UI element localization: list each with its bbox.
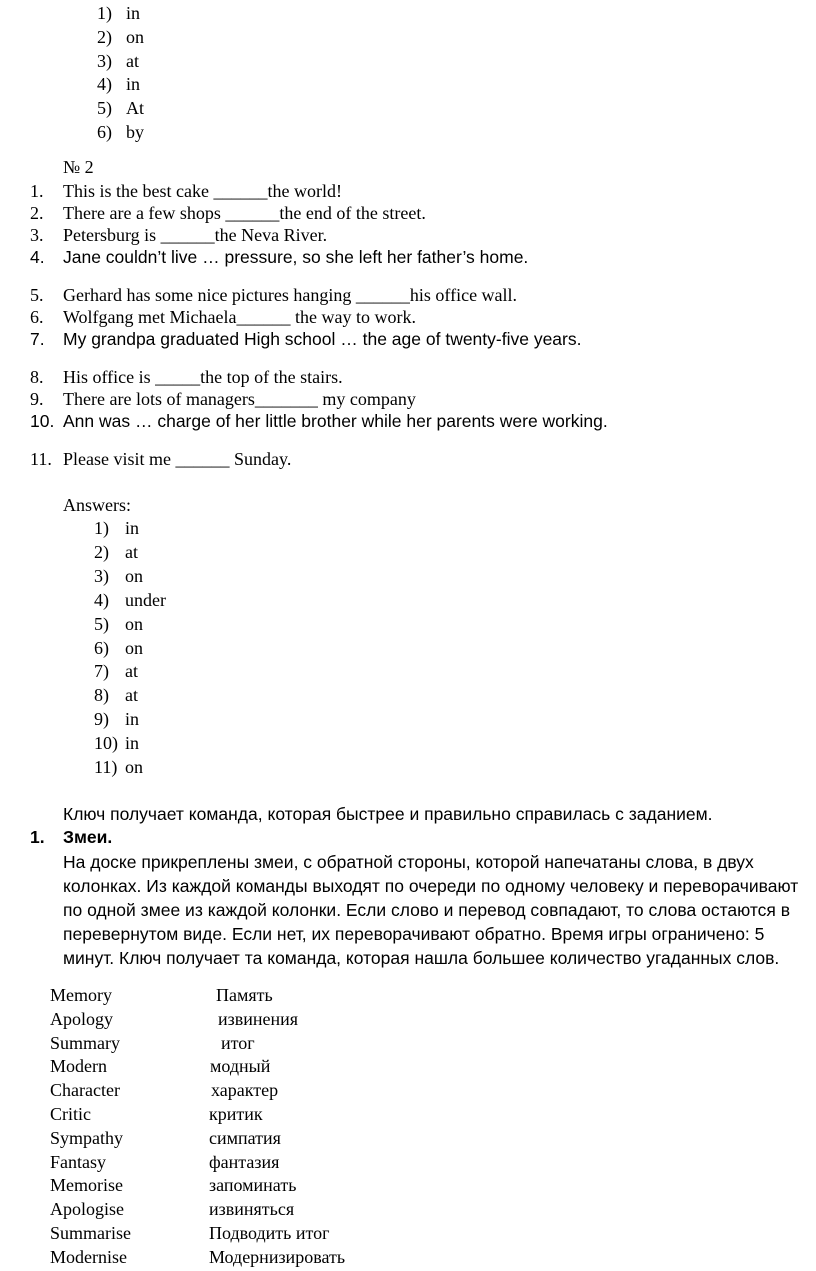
vocab-russian: извиняться (209, 1199, 295, 1219)
game-description-line: минут. Ключ получает та команда, которая нашла большее количество угаданных слов. (63, 948, 780, 968)
vocab-russian: Модернизировать (209, 1247, 346, 1267)
vocab-russian: запоминать (209, 1175, 297, 1195)
vocab-russian: итог (221, 1033, 255, 1053)
list-item: 5) At (97, 98, 144, 118)
exercise-item: 7. My grandpa graduated High school … the age of twenty-five years. (30, 329, 582, 349)
exercise-item: 3. Petersburg is ______the Neva River. (30, 225, 328, 245)
vocab-english: Modern (50, 1056, 107, 1076)
game-description-line: колонках. Из каждой команды выходят по очереди по одному человеку и переворачивают (63, 876, 799, 896)
vocab-russian: Память (216, 985, 273, 1005)
vocab-english: Memorise (50, 1175, 123, 1195)
answer-item: 4) under (94, 590, 166, 610)
game-heading: 1. Змеи. (30, 827, 113, 847)
exercise-item: 8. His office is _____the top of the stairs. (30, 367, 343, 387)
answer-item: 11) on (94, 757, 143, 777)
answer-item: 2) at (94, 542, 138, 562)
exercise-item: 10. Ann was … charge of her little brother while her parents were working. (30, 411, 608, 431)
vocab-russian: характер (211, 1080, 279, 1100)
answer-item: 3) on (94, 566, 143, 586)
list-item: 6) by (97, 122, 144, 142)
exercise-item: 2. There are a few shops ______the end of the street. (30, 203, 426, 223)
vocab-russian: критик (209, 1104, 263, 1124)
vocab-english: Critic (50, 1104, 91, 1124)
vocab-english: Apology (50, 1009, 113, 1029)
vocab-english: Summary (50, 1033, 120, 1053)
vocab-english: Fantasy (50, 1152, 106, 1172)
answers-label: Answers: (63, 495, 131, 515)
exercise-item: 6. Wolfgang met Michaela______ the way to work. (30, 307, 416, 327)
vocab-english: Apologise (50, 1199, 124, 1219)
vocab-russian: извинения (218, 1009, 299, 1029)
exercise-item: 1. This is the best cake ______the world! (30, 181, 342, 201)
vocab-russian: фантазия (209, 1152, 280, 1172)
list-item: 4) in (97, 74, 141, 94)
answer-item: 7) at (94, 661, 138, 681)
answer-item: 8) at (94, 685, 138, 705)
answer-item: 5) on (94, 614, 143, 634)
list-item: 1) in (97, 3, 141, 23)
exercise-item: 5. Gerhard has some nice pictures hanging ______his office wall. (30, 285, 518, 305)
answer-item: 10) in (94, 733, 140, 753)
exercise-heading: № 2 (63, 157, 94, 177)
exercise-item: 11. Please visit me ______ Sunday. (30, 449, 292, 469)
vocab-russian: модный (210, 1056, 271, 1076)
vocab-english: Summarise (50, 1223, 131, 1243)
list-item: 3) at (97, 51, 139, 71)
game-description-line: перевернутом виде. Если нет, их переворачивают обратно. Время игры ограничено: 5 (63, 924, 765, 944)
vocab-english: Sympathy (50, 1128, 124, 1148)
vocab-english: Character (50, 1080, 120, 1100)
exercise-item: 9. There are lots of managers_______ my company (30, 389, 416, 409)
answer-item: 1) in (94, 518, 140, 538)
exercise-item: 4. Jane couldn’t live … pressure, so she left her father’s home. (30, 247, 529, 267)
answer-item: 9) in (94, 709, 140, 729)
game-description-line: На доске прикреплены змеи, с обратной стороны, которой напечатаны слова, в двух (63, 852, 754, 872)
vocab-english: Modernise (50, 1247, 127, 1267)
game-description-line: по одной змее из каждой колонки. Если слово и перевод совпадают, то слова остаются в (63, 900, 791, 920)
vocab-english: Memory (50, 985, 112, 1005)
list-item: 2) on (97, 27, 144, 47)
key-note: Ключ получает команда, которая быстрее и правильно справилась с заданием. (63, 804, 713, 824)
answer-item: 6) on (94, 638, 143, 658)
vocab-russian: симпатия (209, 1128, 281, 1148)
vocab-russian: Подводить итог (209, 1223, 330, 1243)
